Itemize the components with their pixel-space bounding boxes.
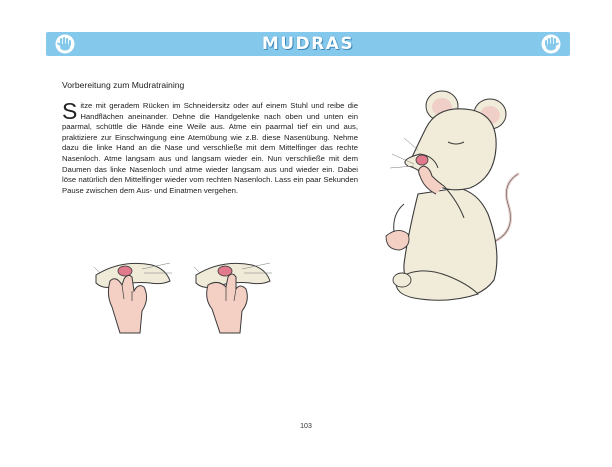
section-subheading: Vorbereitung zum Mudratraining: [62, 80, 185, 90]
nose-closing-finger-illustration: [92, 255, 174, 337]
nose-closing-thumb-illustration: [192, 255, 274, 337]
meditating-mouse-illustration: [378, 84, 528, 306]
drop-cap: S: [62, 98, 78, 124]
chapter-header-bar: [46, 32, 570, 56]
body-text: itze mit geradem Rücken im Schneidersitz oder auf einem Stuhl und reibe die Handflächen aneinander. Dehne die Handgelenke nach oben und unten ein paarmal, schüttle die Hände eine Weile aus. Atme ein paarmal tief ein und aus, praktiziere zur Einschwingung eine Atemübung wie z.B. diese Nasenübung. Nehme dazu die linke Hand an die Nase und verschließe mit dem Mittelfinger das rechte Nasenloch. Atme langsam aus und langsam wieder ein. Nun verschließe mit dem Daumen das linke Nasenloch und atme wieder langsam aus und wieder ein. Dabei löse natürlich den Mittelfinger wieder vom rechten Nasenloch. Lass ein paar Sekunden Pause zwischen dem Aus- und Einatmen vergehen.: [62, 101, 358, 195]
chapter-title: MUDRAS: [261, 34, 355, 54]
page-number: 103: [300, 423, 312, 430]
open-hand-icon: [540, 34, 562, 54]
body-paragraph: [62, 98, 358, 196]
